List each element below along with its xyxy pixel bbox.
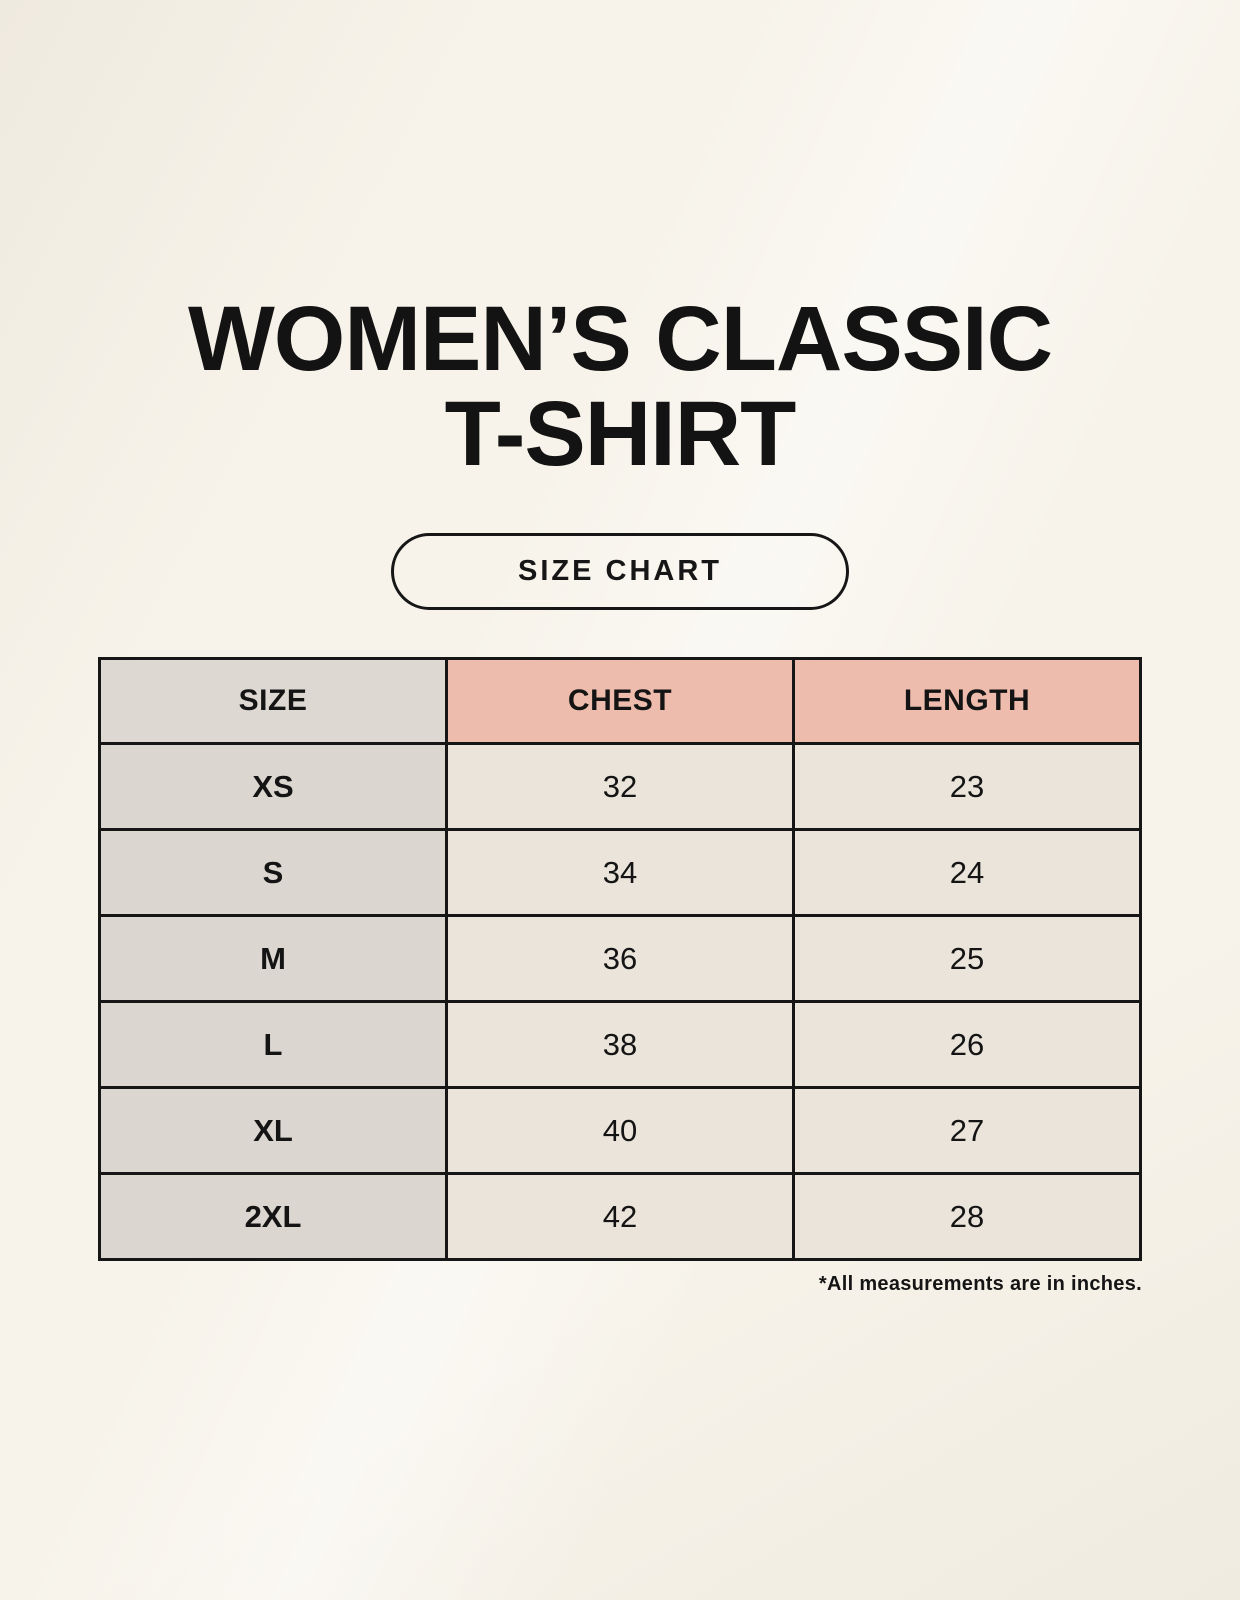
length-value: 24 xyxy=(794,830,1141,916)
size-chart-badge: SIZE CHART xyxy=(391,533,849,610)
size-chart-table xyxy=(98,657,1142,1261)
chest-value: 42 xyxy=(447,1174,794,1260)
column-header-size: SIZE xyxy=(100,659,447,744)
chest-value: 40 xyxy=(447,1088,794,1174)
table-row-m xyxy=(100,916,1141,1002)
column-header-chest: CHEST xyxy=(447,659,794,744)
column-header-length: LENGTH xyxy=(794,659,1141,744)
length-value: 28 xyxy=(794,1174,1141,1260)
size-label: XL xyxy=(100,1088,447,1174)
measurements-footnote: *All measurements are in inches. xyxy=(818,1273,1142,1295)
chest-value: 34 xyxy=(447,830,794,916)
length-value: 25 xyxy=(794,916,1141,1002)
size-label: XS xyxy=(100,744,447,830)
chest-value: 32 xyxy=(447,744,794,830)
table-row-l xyxy=(100,1002,1141,1088)
table-row-xl xyxy=(100,1088,1141,1174)
size-label: L xyxy=(100,1002,447,1088)
length-value: 27 xyxy=(794,1088,1141,1174)
size-label: M xyxy=(100,916,447,1002)
table-row-2xl xyxy=(100,1174,1141,1260)
table-header-row xyxy=(100,659,1141,744)
page-title: WOMEN’S CLASSIC T-SHIRT xyxy=(187,288,1053,485)
table-row-xs xyxy=(100,744,1141,830)
length-value: 23 xyxy=(794,744,1141,830)
length-value: 26 xyxy=(794,1002,1141,1088)
table-row-s xyxy=(100,830,1141,916)
chest-value: 38 xyxy=(447,1002,794,1088)
size-label: S xyxy=(100,830,447,916)
chest-value: 36 xyxy=(447,916,794,1002)
size-label: 2XL xyxy=(100,1174,447,1260)
